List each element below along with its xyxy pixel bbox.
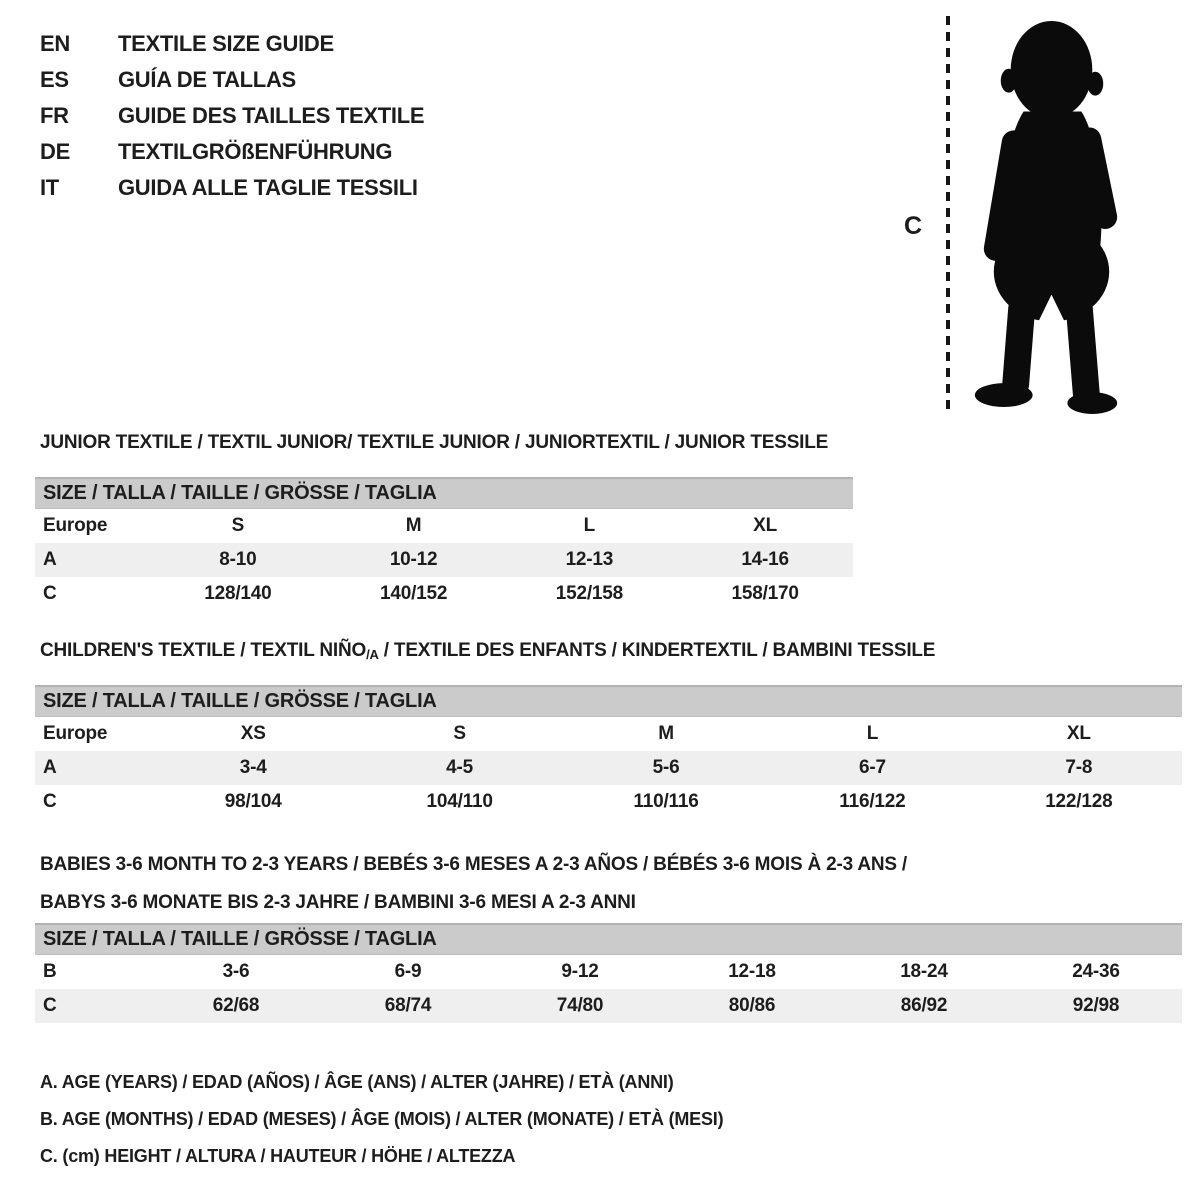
size-header-bar: SIZE / TALLA / TAILLE / GRÖSSE / TAGLIA bbox=[35, 923, 1182, 955]
height-measure-label: C bbox=[904, 212, 923, 240]
table-row bbox=[35, 785, 1182, 819]
height-cell: 116/122 bbox=[839, 791, 906, 812]
language-row bbox=[40, 134, 424, 170]
table-row bbox=[35, 955, 1182, 989]
table-row bbox=[35, 989, 1182, 1023]
age-cell: 3-6 bbox=[222, 961, 250, 982]
children-section-title bbox=[40, 640, 935, 662]
age-cell: 7-8 bbox=[1065, 757, 1093, 778]
table-row bbox=[35, 751, 1182, 785]
language-title-list bbox=[40, 26, 424, 206]
row-label: A bbox=[43, 757, 57, 778]
age-cell: 9-12 bbox=[561, 961, 599, 982]
age-cell: 10-12 bbox=[389, 549, 438, 570]
language-code: EN bbox=[40, 31, 70, 56]
size-cell: L bbox=[583, 515, 596, 536]
size-cell: M bbox=[405, 515, 422, 536]
age-cell: 24-36 bbox=[1072, 961, 1120, 982]
size-cell: L bbox=[866, 723, 879, 744]
height-cell: 158/170 bbox=[731, 583, 799, 604]
language-title: TEXTILE SIZE GUIDE bbox=[118, 31, 334, 56]
language-title: TEXTILGRÖßENFÜHRUNG bbox=[118, 139, 393, 164]
size-cell: XL bbox=[753, 515, 778, 536]
age-cell: 6-7 bbox=[858, 757, 886, 778]
height-cell: 74/80 bbox=[556, 995, 604, 1016]
age-cell: 4-5 bbox=[446, 757, 474, 778]
height-cell: 140/152 bbox=[379, 583, 448, 604]
height-cell: 80/86 bbox=[728, 995, 776, 1016]
height-cell: 98/104 bbox=[224, 791, 282, 812]
row-label: Europe bbox=[43, 723, 108, 744]
legend-line-c: C. (cm) HEIGHT / ALTURA / HAUTEUR / HÖHE / ALTEZZA bbox=[40, 1146, 516, 1166]
language-row bbox=[40, 98, 424, 134]
children-size-table bbox=[35, 685, 1182, 819]
toddler-silhouette-image bbox=[962, 18, 1140, 416]
table-row bbox=[35, 509, 853, 543]
children-title-text: / TEXTILE DES ENFANTS / KINDERTEXTIL / BAMBINI TESSILE bbox=[378, 640, 936, 661]
babies-title-line2: BABYS 3-6 MONATE BIS 2-3 JAHRE / BAMBINI 3-6 MESI A 2-3 ANNI bbox=[40, 892, 636, 913]
age-cell: 18-24 bbox=[900, 961, 948, 982]
size-cell: S bbox=[453, 723, 466, 744]
legend-line-a: A. AGE (YEARS) / EDAD (AÑOS) / ÂGE (ANS) / ALTER (JAHRE) / ETÀ (ANNI) bbox=[40, 1072, 674, 1092]
language-row bbox=[40, 170, 424, 206]
age-cell: 6-9 bbox=[394, 961, 422, 982]
row-label: C bbox=[43, 583, 57, 604]
row-label: C bbox=[43, 791, 57, 812]
language-code: DE bbox=[40, 139, 70, 164]
age-cell: 12-18 bbox=[728, 961, 776, 982]
height-cell: 86/92 bbox=[900, 995, 948, 1016]
babies-size-table bbox=[35, 923, 1182, 1023]
junior-size-table bbox=[35, 477, 853, 611]
size-cell: S bbox=[231, 515, 245, 536]
language-code: FR bbox=[40, 103, 69, 128]
legend bbox=[40, 1064, 723, 1175]
children-title-subscript: /A bbox=[366, 647, 379, 662]
legend-line-b: B. AGE (MONTHS) / EDAD (MESES) / ÂGE (MOIS) / ALTER (MONATE) / ETÀ (MESI) bbox=[40, 1109, 724, 1129]
size-header-bar: SIZE / TALLA / TAILLE / GRÖSSE / TAGLIA bbox=[35, 477, 853, 509]
height-cell: 92/98 bbox=[1072, 995, 1120, 1016]
language-row bbox=[40, 62, 424, 98]
row-label: Europe bbox=[43, 515, 108, 536]
size-cell: XS bbox=[240, 723, 266, 744]
height-cell: 104/110 bbox=[426, 791, 493, 812]
row-label: A bbox=[43, 549, 57, 570]
table-row bbox=[35, 717, 1182, 751]
babies-title-line1: BABIES 3-6 MONTH TO 2-3 YEARS / BEBÉS 3-6 MESES A 2-3 AÑOS / BÉBÉS 3-6 MOIS À 2-3 ANS / bbox=[40, 854, 908, 875]
language-code: IT bbox=[40, 175, 59, 200]
height-cell: 62/68 bbox=[212, 995, 260, 1016]
height-measure-dashed-line bbox=[946, 16, 950, 416]
table-row bbox=[35, 543, 853, 577]
size-header-bar: SIZE / TALLA / TAILLE / GRÖSSE / TAGLIA bbox=[35, 685, 1182, 717]
language-title: GUIDA ALLE TAGLIE TESSILI bbox=[118, 175, 418, 200]
height-cell: 68/74 bbox=[384, 995, 432, 1016]
language-title: GUÍA DE TALLAS bbox=[118, 67, 296, 92]
language-title: GUIDE DES TAILLES TEXTILE bbox=[118, 103, 425, 128]
height-cell: 110/116 bbox=[633, 791, 699, 812]
height-cell: 128/140 bbox=[204, 583, 272, 604]
language-code: ES bbox=[40, 67, 69, 92]
row-label: B bbox=[43, 961, 57, 982]
age-cell: 12-13 bbox=[565, 549, 614, 570]
size-cell: XL bbox=[1066, 723, 1091, 744]
babies-section-title bbox=[40, 846, 907, 922]
children-title-text: CHILDREN'S TEXTILE / TEXTIL NIÑO bbox=[40, 640, 367, 661]
row-label: C bbox=[43, 995, 57, 1016]
age-cell: 8-10 bbox=[219, 549, 257, 570]
age-cell: 5-6 bbox=[652, 757, 680, 778]
size-cell: M bbox=[658, 723, 674, 744]
language-row bbox=[40, 26, 424, 62]
age-cell: 3-4 bbox=[239, 757, 267, 778]
table-row bbox=[35, 577, 853, 611]
height-cell: 122/128 bbox=[1045, 791, 1113, 812]
age-cell: 14-16 bbox=[741, 549, 789, 570]
height-cell: 152/158 bbox=[555, 583, 624, 604]
junior-section-title: JUNIOR TEXTILE / TEXTIL JUNIOR/ TEXTILE JUNIOR / JUNIORTEXTIL / JUNIOR TESSILE bbox=[40, 432, 829, 453]
